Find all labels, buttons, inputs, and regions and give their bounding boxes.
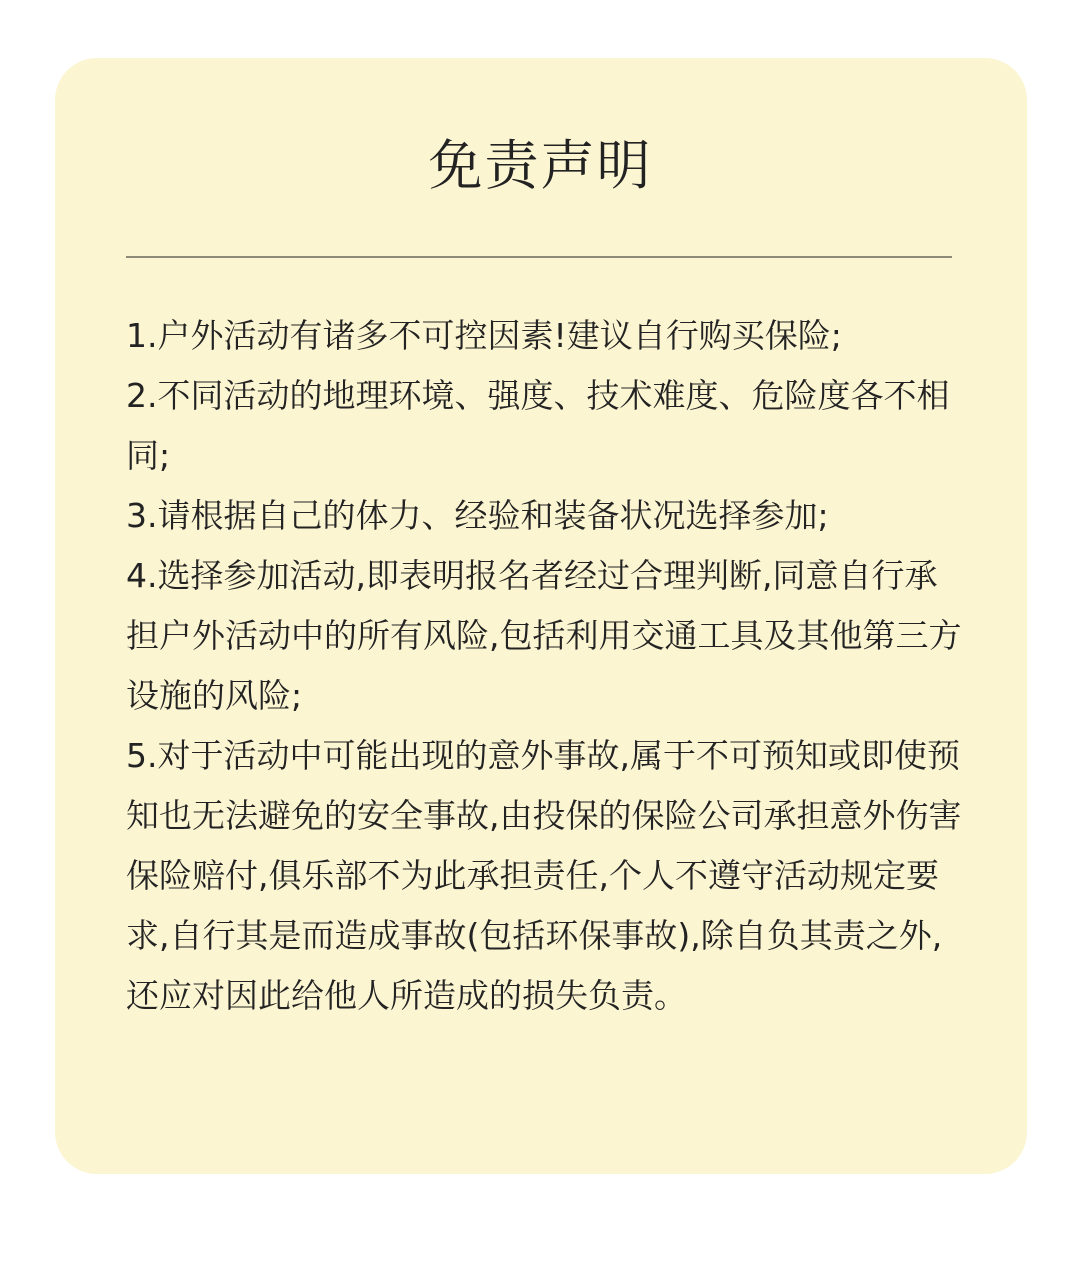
clause-5: 5.对于活动中可能出现的意外事故,属于不可预知或即使预知也无法避免的安全事故,由投保的保险公司承担意外伤害保险赔付,俱乐部不为此承担责任,个人不遵守活动规定要求,自行其是而造成事故(包括环保事故),除自负其责之外,还应对因此给他人所造成的损失负责。 — [126, 736, 962, 1015]
title-divider — [126, 256, 952, 258]
clause-3: 3.请根据自己的体力、经验和装备状况选择参加; — [126, 496, 829, 535]
clause-2: 2.不同活动的地理环境、强度、技术难度、危险度各不相同; — [126, 376, 950, 475]
page-title: 免责声明 — [428, 134, 653, 197]
clause-1: 1.户外活动有诸多不可控因素!建议自行购买保险; — [126, 316, 842, 355]
disclaimer-body — [126, 306, 962, 1026]
clause-4: 4.选择参加活动,即表明报名者经过合理判断,同意自行承担户外活动中的所有风险,包括利用交通工具及其他第三方设施的风险; — [126, 556, 962, 715]
